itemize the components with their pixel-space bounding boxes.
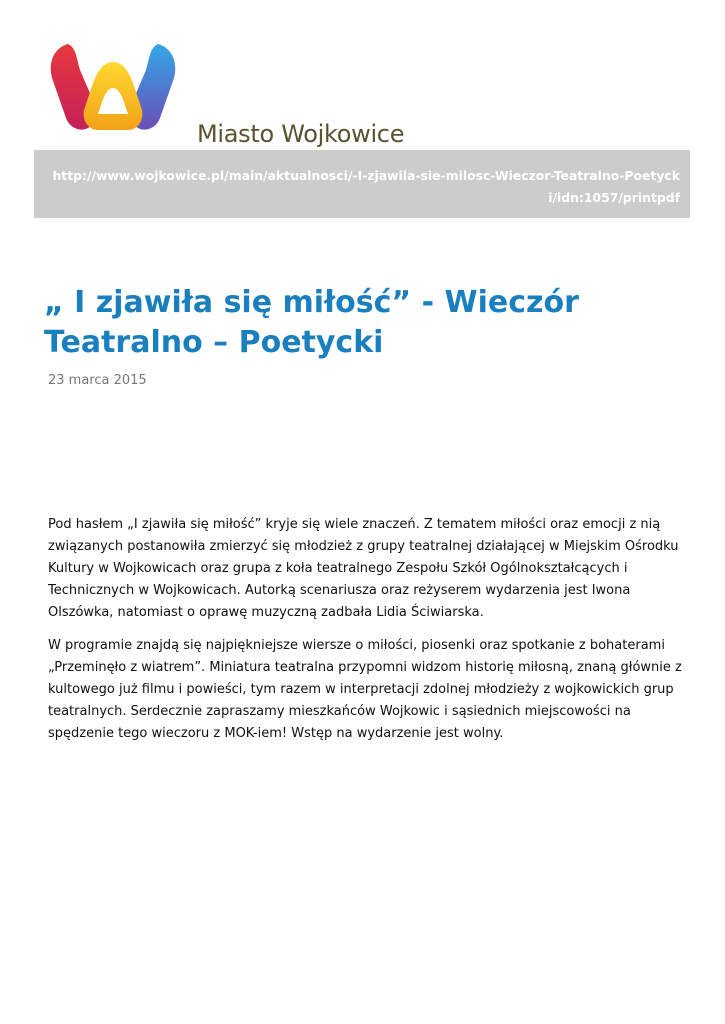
article-title: „ I zjawiła się miłość” - Wieczór Teatralno – Poetycki	[44, 285, 579, 360]
article-body	[48, 514, 684, 756]
article-paragraph: W programie znajdą się najpiękniejsze wiersze o miłości, piosenki oraz spotkanie z bohaterami „Przeminęło z wiatrem”. Miniatura teatralna przypomni widzom historię miłosną, znaną głównie z kultowego już filmu i powieści, tym razem w interpretacji zdolnej młodzieży z wojkowickich grup teatralnych. Serdecznie zapraszamy mieszkańców Wojkowic i sąsiednich miejscowości na spędzenie tego wieczoru z MOK-iem! Wstęp na wydarzenie jest wolny.	[48, 638, 682, 741]
site-name: Miasto Wojkowice	[197, 120, 405, 148]
city-w-logo	[46, 40, 180, 136]
article-paragraph: Pod hasłem „I zjawiła się miłość” kryje się wiele znaczeń. Z tematem miłości oraz emocji z nią związanych postanowiła zmierzyć się młodzież z grupy teatralnej działającej w Miejskim Ośrodku Kultury w Wojkowicach oraz grupa z koła teatralnego Zespołu Szkół Ogólnokształcących i Technicznych w Wojkowicach. Autorką scenariusza oraz reżyserem wydarzenia jest Iwona Olszówka, natomiast o oprawę muzyczną zadbała Lidia Ściwiarska.	[48, 517, 679, 620]
source-url[interactable]: http://www.wojkowice.pl/main/aktualnosci/-I-zjawila-sie-milosc-Wieczor-Teatralno-Poetycki/idn:1057/printpdf	[34, 150, 690, 218]
article-date: 23 marca 2015	[48, 373, 147, 388]
logo-icon	[46, 40, 180, 136]
